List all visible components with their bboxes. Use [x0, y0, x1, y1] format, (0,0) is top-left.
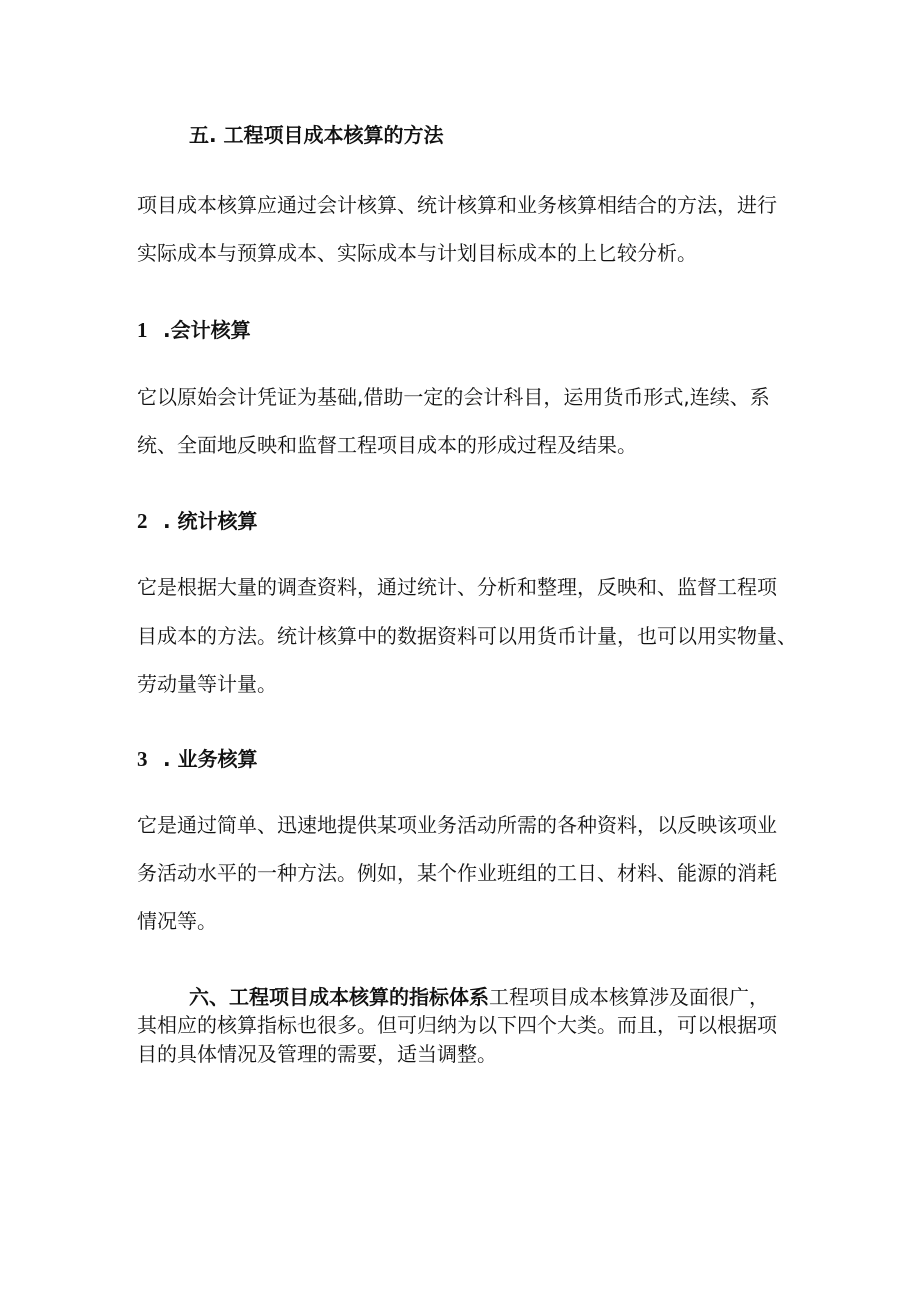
- section-6-line-3: 目的具体情况及管理的需要，适当调整。: [137, 1042, 497, 1066]
- item-1-line-1: 它以原始会计凭证为基础,借助一定的会计科目，运用货币形式,连续、系: [137, 385, 770, 409]
- section-5-intro-line-1: 项目成本核算应通过会计核算、统计核算和业务核算相结合的方法，进行: [137, 193, 777, 217]
- section-6-first-line: [189, 985, 769, 1009]
- item-3-line-2: 务活动水平的一种方法。例如，某个作业班组的工日、材料、能源的消耗: [137, 861, 777, 885]
- item-3-number: 3: [137, 747, 148, 771]
- section-6-line-2: 其相应的核算指标也很多。但可归纳为以下四个大类。而且，可以根据项: [137, 1013, 777, 1037]
- item-3-line-3: 情况等。: [137, 909, 217, 933]
- section-6-title: 六、工程项目成本核算的指标体系: [189, 985, 489, 1009]
- item-3-line-1: 它是通过简单、迅速地提供某项业务活动所需的各种资料，以反映该项业: [137, 813, 777, 837]
- section-6-first-line-text: 工程项目成本核算涉及面很广，: [489, 985, 769, 1009]
- item-3-heading-text: . 业务核算: [163, 747, 258, 771]
- item-2-line-2: 目成本的方法。统计核算中的数据资料可以用货币计量，也可以用实物量、: [137, 624, 797, 648]
- section-5-title: 五. 工程项目成本核算的方法: [189, 123, 444, 147]
- item-1-number: 1: [137, 318, 148, 342]
- item-2-heading-text: . 统计核算: [163, 509, 258, 533]
- item-2-line-1: 它是根据大量的调查资料，通过统计、分析和整理，反映和、监督工程项: [137, 575, 777, 599]
- item-1-heading: [137, 318, 251, 342]
- section-5-intro-line-2: 实际成本与预算成本、实际成本与计划目标成本的上匕较分析。: [137, 241, 697, 265]
- item-2-heading: [137, 509, 258, 533]
- item-3-heading: [137, 747, 258, 771]
- item-1-heading-text: .会计核算: [163, 318, 251, 342]
- item-1-line-2: 统、全面地反映和监督工程项目成本的形成过程及结果。: [137, 433, 637, 457]
- item-2-line-3: 劳动量等计量。: [137, 672, 277, 696]
- item-2-number: 2: [137, 509, 148, 533]
